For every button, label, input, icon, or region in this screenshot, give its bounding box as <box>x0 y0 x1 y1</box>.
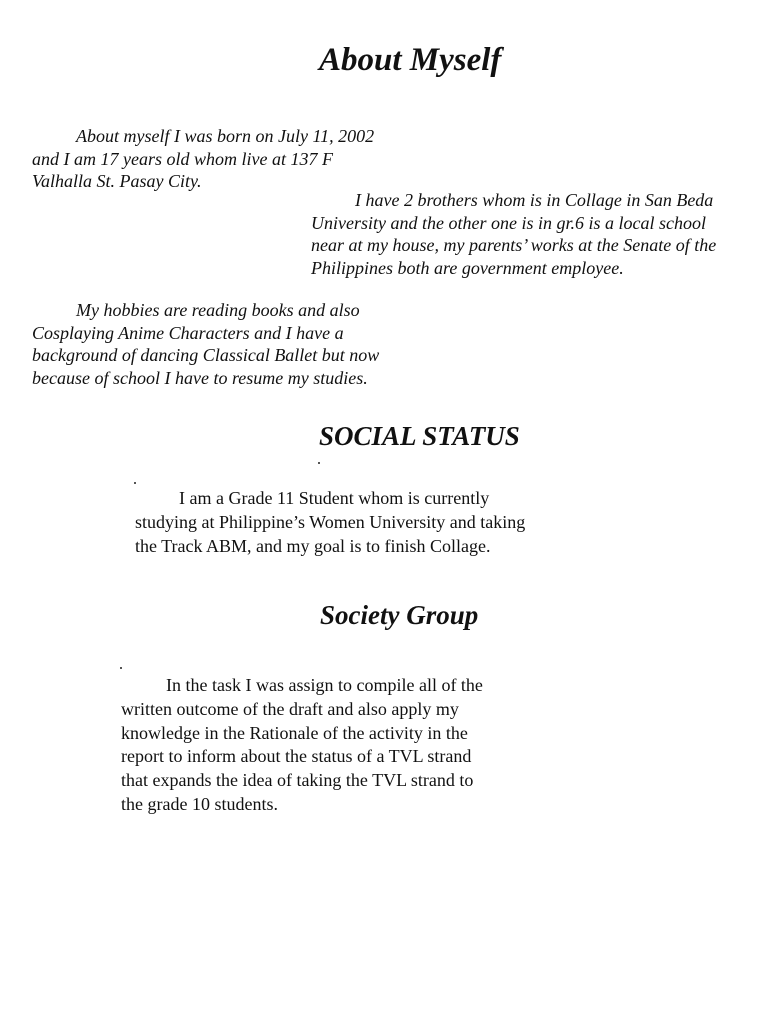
about-paragraph-birth <box>32 125 412 193</box>
about-paragraph-family <box>311 189 751 280</box>
section-heading-society-group: Society Group <box>320 600 479 630</box>
paragraph-line: the Track ABM, and my goal is to finish Collage. <box>135 536 491 556</box>
paragraph-line: In the task I was assign to compile all of the <box>166 675 483 695</box>
about-paragraph-hobbies <box>32 299 412 390</box>
paragraph-line: and I am 17 years old whom live at 137 F <box>32 148 333 169</box>
paragraph-line: I have 2 brothers whom is in Collage in San Beda <box>355 190 714 210</box>
paragraph-line: because of school I have to resume my studies. <box>32 368 368 389</box>
section-heading-social-status: SOCIAL STATUS <box>319 421 520 451</box>
paragraph-line: Cosplaying Anime Characters and I have a <box>32 322 344 343</box>
paragraph-line: Valhalla St. Pasay City. <box>32 171 202 192</box>
paragraph-line: written outcome of the draft and also apply my <box>121 698 459 719</box>
stray-dot <box>318 462 320 464</box>
social-status-paragraph <box>135 486 585 558</box>
paragraph-line: report to inform about the status of a TVL strand <box>121 746 472 767</box>
paragraph-line: University and the other one is in gr.6 is a local school <box>311 212 706 233</box>
paragraph-line: background of dancing Classical Ballet but now <box>32 345 380 366</box>
paragraph-line: near at my house, my parents’ works at the Senate of the <box>311 235 717 256</box>
paragraph-line: studying at Philippine’s Women University and taking <box>135 512 526 532</box>
paragraph-line: I am a Grade 11 Student whom is currently <box>179 488 490 508</box>
paragraph-line: About myself I was born on July 11, 2002 <box>76 126 375 146</box>
stray-dot <box>134 482 136 484</box>
page-title: About Myself <box>319 42 502 78</box>
paragraph-line: knowledge in the Rationale of the activity in the <box>121 722 468 743</box>
society-group-paragraph <box>121 674 541 817</box>
paragraph-line: My hobbies are reading books and also <box>76 300 360 320</box>
paragraph-line: Philippines both are government employee. <box>311 258 624 279</box>
paragraph-line: the grade 10 students. <box>121 793 278 814</box>
paragraph-line: that expands the idea of taking the TVL strand to <box>121 770 474 791</box>
stray-dot <box>120 667 122 669</box>
